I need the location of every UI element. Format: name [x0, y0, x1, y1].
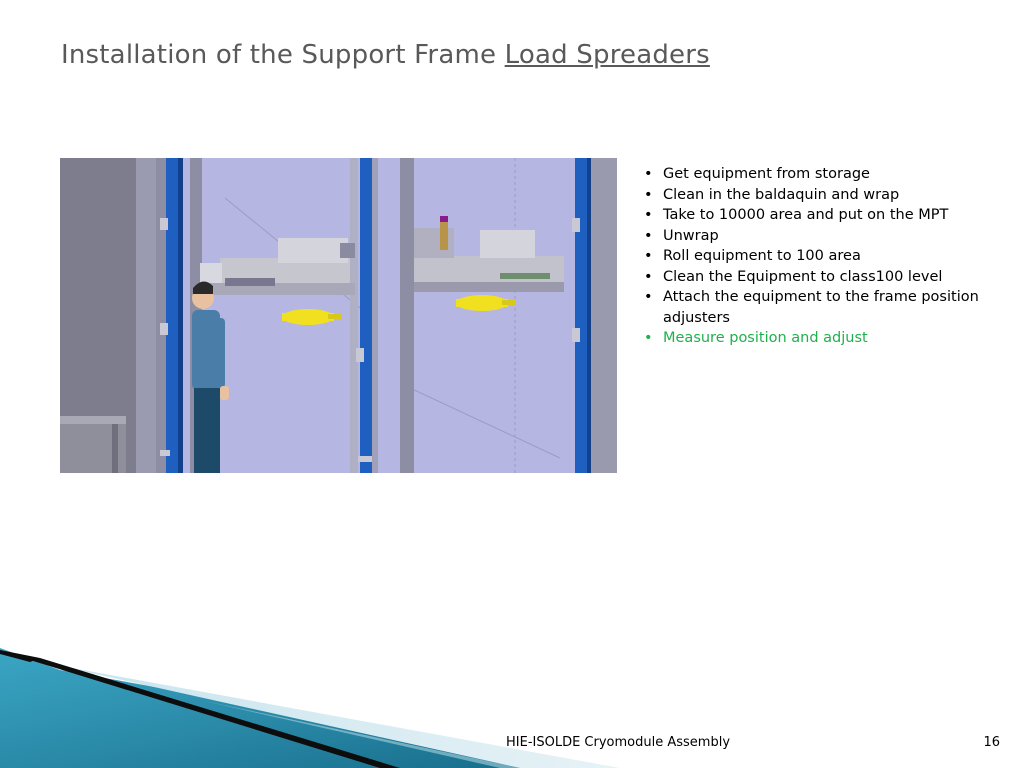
slide-title-main: Installation of the Support Frame — [61, 40, 505, 70]
list-item: • Unwrap — [643, 226, 1013, 247]
list-item: • Roll equipment to 100 area — [643, 246, 1013, 267]
list-item: • Attach the equipment to the frame position adjusters — [643, 287, 1013, 328]
list-item: • Clean the Equipment to class100 level — [643, 267, 1013, 288]
slide-title-underlined: Load Spreaders — [504, 40, 710, 70]
cad-rendering-image — [60, 158, 617, 473]
list-item-highlighted: • Measure position and adjust — [643, 328, 1013, 349]
list-item: • Clean in the baldaquin and wrap — [643, 185, 1013, 206]
slide-title — [61, 40, 710, 70]
footer-text: HIE-ISOLDE Cryomodule Assembly — [506, 735, 731, 750]
bullet-list — [643, 164, 1013, 349]
page-number: 16 — [983, 735, 1000, 750]
list-item: • Take to 10000 area and put on the MPT — [643, 205, 1013, 226]
list-item: • Get equipment from storage — [643, 164, 1013, 185]
